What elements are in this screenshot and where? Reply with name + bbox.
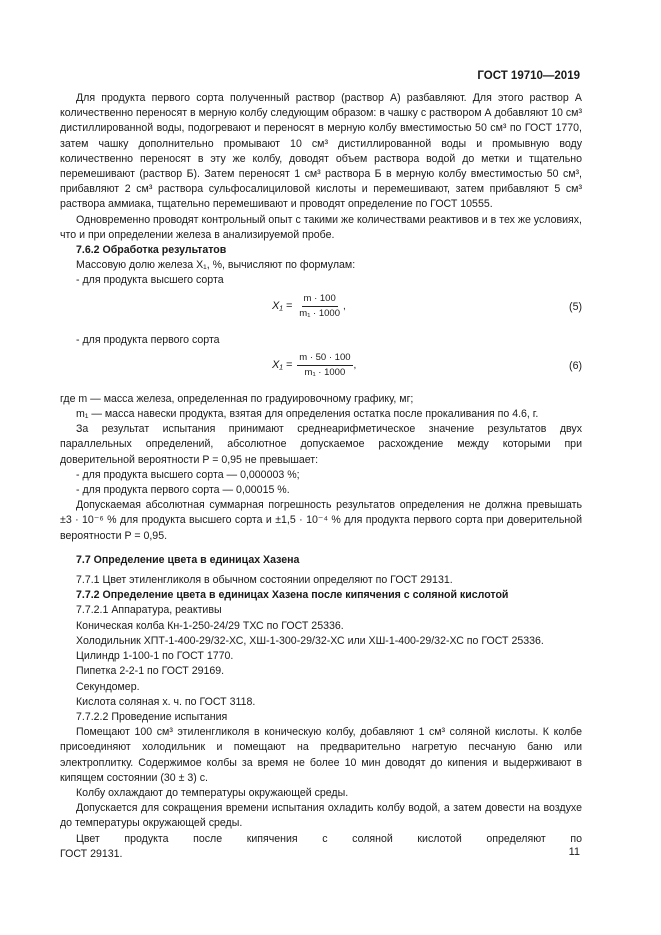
paragraph-error: Допускаемая абсолютная суммарная погрешность результатов определения не должна превышать ±3 · 10⁻⁶ % для продукта высшего сорта и ±1,5 · 10⁻⁴ % для продукта первого сорта при доверительной вероятности P = 0,95.: [60, 499, 582, 542]
paragraph-7-7-2-1: 7.7.2.1 Аппаратура, реактивы: [76, 604, 222, 617]
formula-6-lhs: X₁ =: [272, 359, 293, 372]
equipment-item: Коническая колба Кн-1-250-24/29 ТХС по ГОСТ 25336.: [76, 619, 344, 632]
equipment-item: Секундомер.: [76, 680, 140, 693]
formula-6-number: (6): [569, 359, 582, 372]
paragraph-7-7-2-2: 7.7.2.2 Проведение испытания: [76, 710, 228, 723]
formula-6-denominator: m₁ · 1000: [304, 366, 346, 378]
paragraph-7-7-1: 7.7.1 Цвет этиленгликоля в обычном состоянии определяют по ГОСТ 29131.: [76, 574, 453, 587]
page-number: 11: [568, 846, 580, 858]
paragraph-color-line-2: ГОСТ 29131.: [60, 847, 123, 860]
paragraph-color-line-1: Цвет продукта после кипячения с соляной кислотой определяют по: [76, 832, 582, 845]
paragraph-result: За результат испытания принимают среднеарифметическое значение результатов двух параллельных определений, абсолютное допускаемое расхождение между которыми при доверительной вероятности P = 0,95 не превышает:: [60, 423, 582, 466]
list-item-top-grade: - для продукта высшего сорта: [76, 274, 224, 287]
difference-first-grade: - для продукта первого сорта — 0,00015 %.: [76, 484, 290, 497]
equipment-item: Пипетка 2-2-1 по ГОСТ 29169.: [76, 665, 225, 678]
paragraph-cooling: Колбу охлаждают до температуры окружающей среды.: [76, 786, 349, 799]
formula-5-number: (5): [569, 300, 582, 313]
paragraph-boiling: Помещают 100 см³ этиленгликоля в коническую колбу, добавляют 1 см³ соляной кислоты. К колбе присоединяют холодильник и помещают на предварительно нагретую песчаную баню или электроплитку. Содержимое колбы за время не более 10 мин доводят до кипения и выдерживают в кипящем состоянии (30 ± 3) с.: [60, 726, 582, 784]
formula-6-tail: ,: [353, 359, 357, 371]
formula-6: [60, 348, 582, 392]
equipment-item: Холодильник ХПТ-1-400-29/32-ХС, ХШ-1-300-29/32-ХС или ХШ-1-400-29/32-ХС по ГОСТ 25336.: [76, 634, 544, 647]
paragraph-control-test: Одновременно проводят контрольный опыт с такими же количествами реактивов и в тех же условиях, что и при определении железа в анализируемой пробе.: [60, 213, 582, 241]
section-heading-7-7-2: 7.7.2 Определение цвета в единицах Хазена после кипячения с соляной кислотой: [76, 589, 509, 602]
paragraph-cooling-water: Допускается для сокращения времени испытания охладить колбу водой, а затем довести на воздухе до температуры окружающей среды.: [60, 802, 582, 830]
document-header: ГОСТ 19710—2019: [477, 70, 580, 82]
section-heading-7-6-2: 7.6.2 Обработка результатов: [76, 244, 227, 257]
definition-m: где m — масса железа, определенная по градуировочному графику, мг;: [60, 392, 414, 405]
paragraph-dilution: Для продукта первого сорта полученный раствор (раствор А) разбавляют. Для этого раствор А количественно переносят в мерную колбу следующим образом: в чашку с раствором А добавляют 10 см³ дистиллированной воды, подогревают и переносят в мерную колбу вместимостью 50 см³ по ГОСТ 1770, затем чашку дополнительно промывают 10 см³ дистиллированной воды и промывную воду количественно переносят в эту же колбу, доводят объем раствора водой до метки и тщательно перемешивают (раствор Б). Затем переносят 1 см³ раствора Б в мерную колбу вместимостью 50 см³, прибавляют 2 см³ раствора сульфосалициловой кислоты и перемешивают, затем прибавляют 5 см³ раствора аммиака, тщательно перемешивают и проводят определение по ГОСТ 10555.: [60, 92, 582, 211]
formula-5-tail: ,: [343, 300, 346, 312]
formula-6-numerator: m · 50 · 100: [297, 352, 352, 366]
formula-5-numerator: m · 100: [302, 293, 338, 307]
equipment-item: Кислота соляная х. ч. по ГОСТ 3118.: [76, 695, 256, 708]
formula-5: [60, 289, 582, 333]
difference-top-grade: - для продукта высшего сорта — 0,000003 %;: [76, 468, 300, 481]
mass-fraction-intro: Массовую долю железа X₁, %, вычисляют по формулам:: [76, 259, 356, 272]
equipment-item: Цилиндр 1-100-1 по ГОСТ 1770.: [76, 650, 234, 663]
page-content: [60, 91, 582, 862]
section-heading-7-7: 7.7 Определение цвета в единицах Хазена: [76, 553, 300, 566]
list-item-first-grade: - для продукта первого сорта: [76, 333, 220, 346]
definition-m1: m₁ — масса навески продукта, взятая для определения остатка после прокаливания по 4.6, г.: [76, 408, 539, 421]
formula-5-denominator: m₁ · 1000: [299, 307, 340, 319]
formula-5-lhs: X₁ =: [272, 300, 293, 313]
